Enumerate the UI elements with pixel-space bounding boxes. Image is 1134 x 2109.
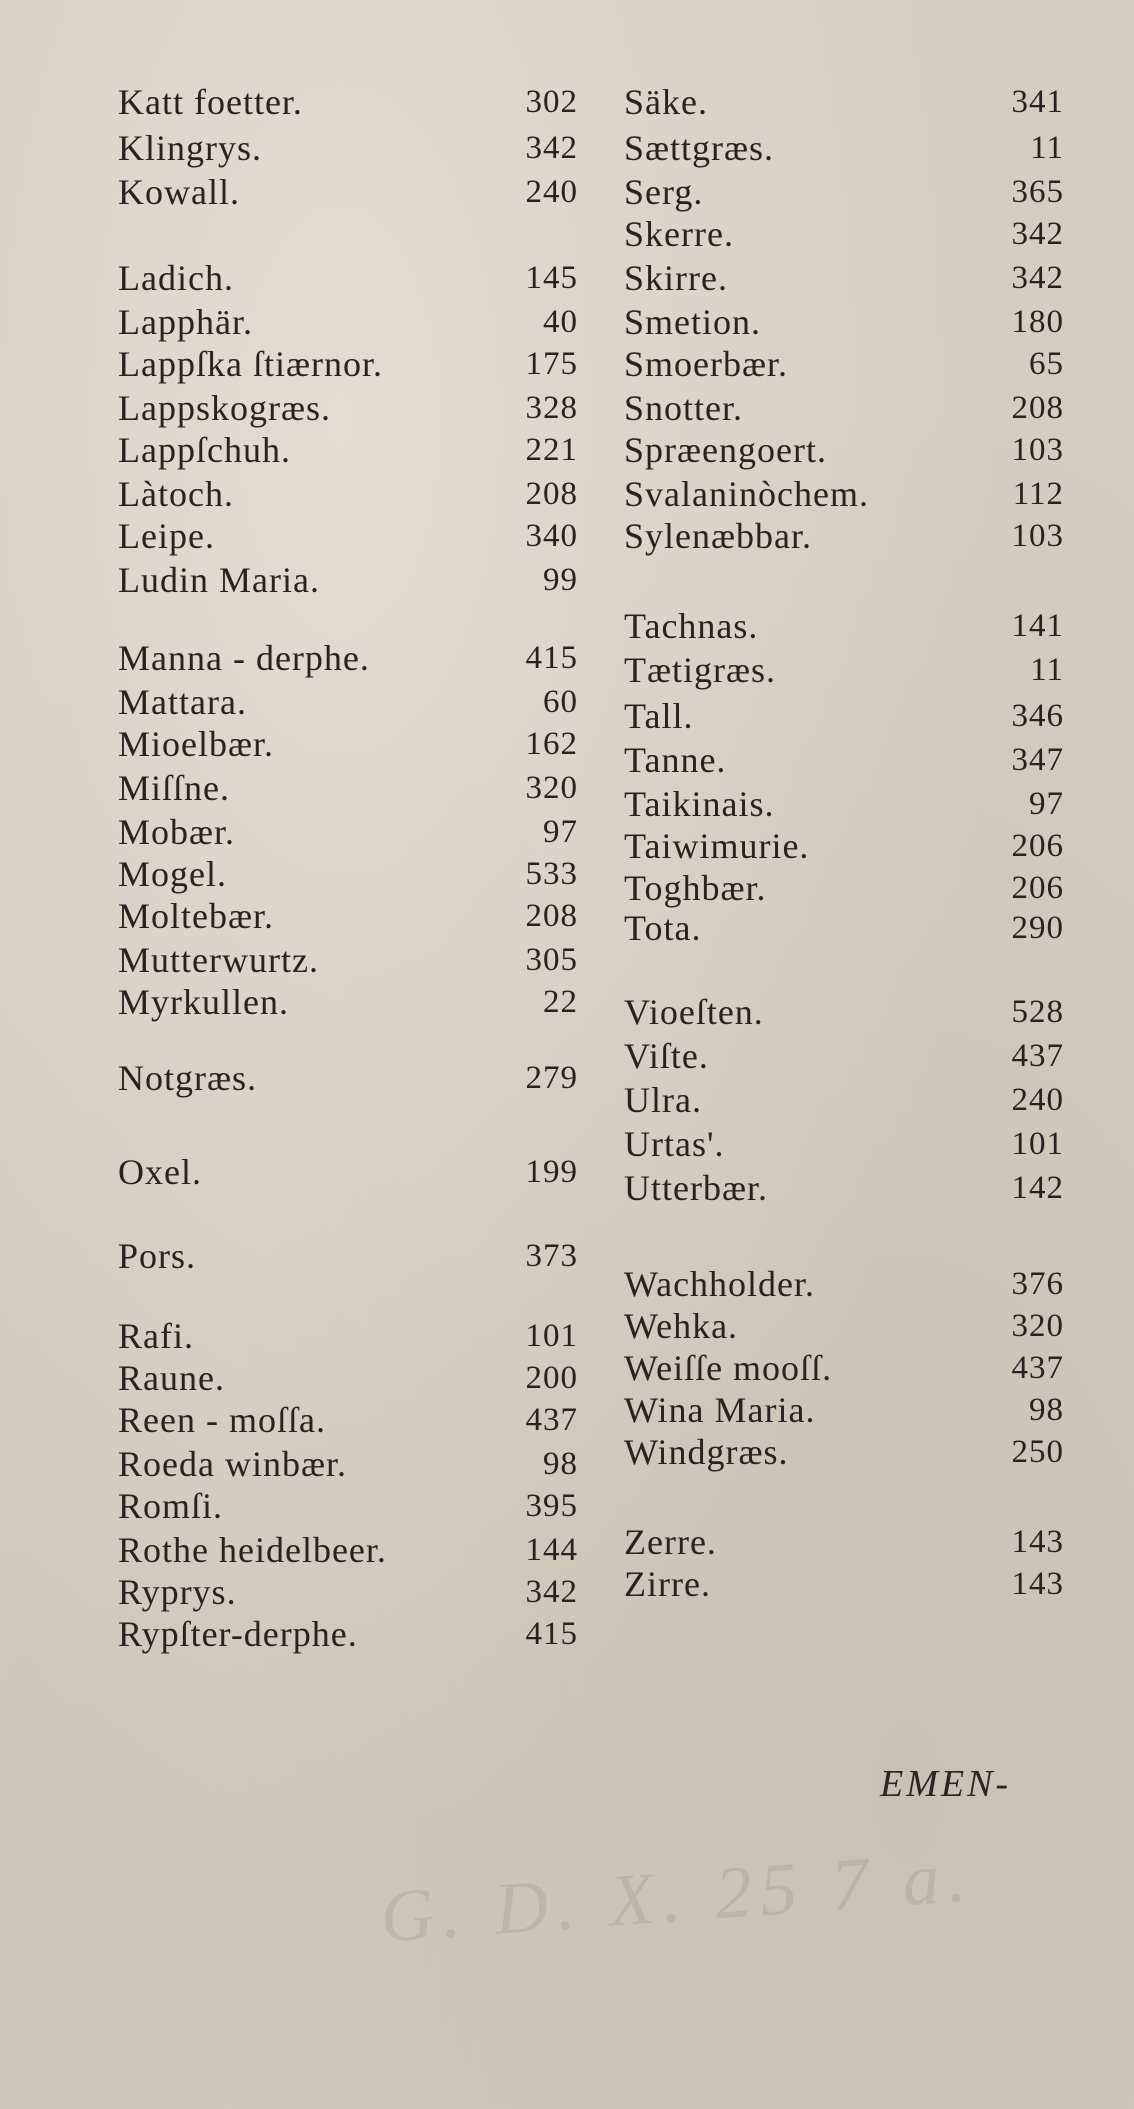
index-entry <box>118 558 578 602</box>
index-entry <box>118 1150 578 1194</box>
index-entry <box>118 636 578 680</box>
entry-term: Urtas'. <box>624 1124 725 1164</box>
entry-page-number: 98 <box>543 1446 578 1482</box>
entry-page-number: 112 <box>1012 476 1064 512</box>
index-entry <box>118 1528 578 1572</box>
entry-page-number: 320 <box>525 770 578 806</box>
index-entry <box>624 694 1064 738</box>
entry-page-number: 279 <box>525 1060 578 1096</box>
entry-page-number: 415 <box>525 640 578 676</box>
index-entry <box>624 782 1064 826</box>
entry-term: Oxel. <box>118 1152 202 1192</box>
entry-term: Moltebær. <box>118 896 275 936</box>
index-entry <box>118 80 578 124</box>
entry-page-number: 180 <box>1011 304 1064 340</box>
entry-term: Notgræs. <box>118 1058 258 1098</box>
entry-term: Miſſne. <box>118 768 230 808</box>
entry-page-number: 340 <box>525 518 578 554</box>
entry-page-number: 208 <box>525 898 578 934</box>
entry-term: Ludin Maria. <box>118 560 320 600</box>
entry-term: Weiſſe mooſſ. <box>624 1348 833 1388</box>
entry-term: Klingrys. <box>118 128 262 168</box>
entry-term: Sylenæbbar. <box>624 516 812 556</box>
entry-term: Lappſka ſtiærnor. <box>118 344 383 384</box>
entry-term: Spræengoert. <box>624 430 827 470</box>
index-entry <box>624 1166 1064 1210</box>
entry-term: Säke. <box>624 82 708 122</box>
entry-term: Sættgræs. <box>624 128 775 168</box>
entry-page-number: 320 <box>1011 1308 1064 1344</box>
entry-page-number: 99 <box>543 562 578 598</box>
entry-page-number: 206 <box>1011 828 1064 864</box>
entry-page-number: 101 <box>525 1318 578 1354</box>
entry-page-number: 328 <box>525 390 578 426</box>
index-entry <box>624 1346 1064 1390</box>
entry-page-number: 376 <box>1011 1266 1064 1302</box>
index-entry <box>118 1056 578 1100</box>
entry-term: Roeda winbær. <box>118 1444 347 1484</box>
entry-page-number: 143 <box>1011 1566 1064 1602</box>
entry-term: Tall. <box>624 696 694 736</box>
entry-page-number: 437 <box>1011 1350 1064 1386</box>
index-entry <box>624 428 1064 472</box>
entry-page-number: 341 <box>1011 84 1064 120</box>
entry-term: Lapphär. <box>118 302 253 342</box>
index-entry <box>118 170 578 214</box>
entry-page-number: 346 <box>1011 698 1064 734</box>
entry-page-number: 98 <box>1029 1392 1064 1428</box>
entry-term: Ryprys. <box>118 1572 237 1612</box>
index-entry <box>624 1262 1064 1306</box>
entry-page-number: 528 <box>1011 994 1064 1030</box>
entry-term: Katt foetter. <box>118 82 303 122</box>
entry-page-number: 11 <box>1030 652 1064 688</box>
entry-term: Snotter. <box>624 388 744 428</box>
entry-term: Leipe. <box>118 516 215 556</box>
entry-term: Tanne. <box>624 740 727 780</box>
index-entry <box>118 256 578 300</box>
entry-page-number: 40 <box>543 304 578 340</box>
entry-page-number: 208 <box>1011 390 1064 426</box>
right-index-column <box>600 0 1134 1700</box>
entry-term: Mobær. <box>118 812 236 852</box>
entry-page-number: 437 <box>525 1402 578 1438</box>
index-entry <box>624 170 1064 214</box>
index-entry <box>118 766 578 810</box>
entry-term: Lappſchuh. <box>118 430 291 470</box>
entry-term: Taikinais. <box>624 784 775 824</box>
entry-page-number: 437 <box>1011 1038 1064 1074</box>
index-entry <box>624 1520 1064 1564</box>
entry-term: Utterbær. <box>624 1168 768 1208</box>
entry-page-number: 97 <box>543 814 578 850</box>
entry-page-number: 145 <box>525 260 578 296</box>
entry-term: Rafi. <box>118 1316 194 1356</box>
entry-page-number: 143 <box>1011 1524 1064 1560</box>
entry-term: Mioelbær. <box>118 724 275 764</box>
index-entry <box>624 386 1064 430</box>
index-entry <box>624 1122 1064 1166</box>
entry-page-number: 305 <box>525 942 578 978</box>
entry-term: Raune. <box>118 1358 225 1398</box>
entry-term: Pors. <box>118 1236 197 1276</box>
index-entry <box>118 722 578 766</box>
index-entry <box>624 1430 1064 1474</box>
entry-term: Mogel. <box>118 854 227 894</box>
entry-page-number: 240 <box>525 174 578 210</box>
entry-term: Wehka. <box>624 1306 739 1346</box>
entry-page-number: 11 <box>1030 130 1064 166</box>
entry-term: Zerre. <box>624 1522 717 1562</box>
index-entry <box>118 980 578 1024</box>
entry-page-number: 208 <box>525 476 578 512</box>
index-entry <box>624 866 1064 910</box>
entry-term: Svalaninòchem. <box>624 474 869 514</box>
entry-term: Toghbær. <box>624 868 767 908</box>
entry-page-number: 175 <box>525 346 578 382</box>
entry-page-number: 373 <box>525 1238 578 1274</box>
entry-page-number: 103 <box>1011 432 1064 468</box>
index-entry <box>118 1612 578 1656</box>
index-entry <box>118 1356 578 1400</box>
entry-term: Lappskogræs. <box>118 388 331 428</box>
entry-term: Serg. <box>624 172 704 212</box>
entry-term: Mutterwurtz. <box>118 940 319 980</box>
entry-page-number: 342 <box>525 130 578 166</box>
entry-page-number: 97 <box>1029 786 1064 822</box>
index-entry <box>118 428 578 472</box>
index-entry <box>118 472 578 516</box>
index-entry <box>624 300 1064 344</box>
index-entry <box>624 1034 1064 1078</box>
index-entry <box>118 894 578 938</box>
entry-page-number: 103 <box>1011 518 1064 554</box>
entry-term: Rothe heidelbeer. <box>118 1530 387 1570</box>
entry-page-number: 221 <box>525 432 578 468</box>
entry-term: Romſi. <box>118 1486 224 1526</box>
index-entry <box>118 1570 578 1614</box>
entry-page-number: 206 <box>1011 870 1064 906</box>
index-entry <box>624 126 1064 170</box>
entry-term: Tachnas. <box>624 606 759 646</box>
entry-page-number: 347 <box>1011 742 1064 778</box>
entry-term: Tætigræs. <box>624 650 777 690</box>
index-entry <box>624 256 1064 300</box>
entry-term: Smetion. <box>624 302 762 342</box>
entry-page-number: 101 <box>1011 1126 1064 1162</box>
index-entry <box>118 938 578 982</box>
index-entry <box>624 1562 1064 1606</box>
index-entry <box>624 824 1064 868</box>
entry-term: Vioeſten. <box>624 992 764 1032</box>
index-entry <box>118 1234 578 1278</box>
entry-term: Reen - moſſa. <box>118 1400 326 1440</box>
entry-term: Smoerbær. <box>624 344 789 384</box>
index-entry <box>118 1398 578 1442</box>
index-entry <box>624 1304 1064 1348</box>
entry-term: Manna - derphe. <box>118 638 370 678</box>
index-entry <box>118 680 578 724</box>
entry-term: Ladich. <box>118 258 234 298</box>
entry-term: Taiwimurie. <box>624 826 810 866</box>
index-entry <box>624 342 1064 386</box>
index-entry <box>118 1442 578 1486</box>
left-index-column <box>0 0 600 1700</box>
entry-page-number: 162 <box>525 726 578 762</box>
index-entry <box>624 80 1064 124</box>
entry-page-number: 342 <box>1011 260 1064 296</box>
entry-term: Làtoch. <box>118 474 234 514</box>
entry-page-number: 65 <box>1029 346 1064 382</box>
index-entry <box>118 1314 578 1358</box>
index-entry <box>624 514 1064 558</box>
index-entry <box>624 472 1064 516</box>
index-entry <box>624 1078 1064 1122</box>
entry-page-number: 415 <box>525 1616 578 1652</box>
entry-page-number: 199 <box>525 1154 578 1190</box>
entry-page-number: 302 <box>525 84 578 120</box>
index-entry <box>118 300 578 344</box>
entry-term: Skirre. <box>624 258 728 298</box>
entry-term: Rypſter-derphe. <box>118 1614 358 1654</box>
index-entry <box>118 1484 578 1528</box>
entry-term: Skerre. <box>624 214 734 254</box>
entry-page-number: 142 <box>1011 1170 1064 1206</box>
entry-page-number: 365 <box>1011 174 1064 210</box>
index-entry <box>624 212 1064 256</box>
entry-term: Wachholder. <box>624 1264 816 1304</box>
entry-term: Kowall. <box>118 172 240 212</box>
entry-page-number: 395 <box>525 1488 578 1524</box>
entry-page-number: 240 <box>1011 1082 1064 1118</box>
entry-page-number: 144 <box>525 1532 578 1568</box>
entry-term: Ulra. <box>624 1080 702 1120</box>
entry-page-number: 22 <box>543 984 578 1020</box>
entry-term: Zirre. <box>624 1564 711 1604</box>
index-entry <box>118 126 578 170</box>
entry-page-number: 250 <box>1011 1434 1064 1470</box>
index-entry <box>118 514 578 558</box>
index-entry <box>118 342 578 386</box>
index-entry <box>118 852 578 896</box>
index-entry <box>624 990 1064 1034</box>
entry-term: Wina Maria. <box>624 1390 816 1430</box>
entry-page-number: 60 <box>543 684 578 720</box>
entry-term: Myrkullen. <box>118 982 289 1022</box>
index-entry <box>118 386 578 430</box>
index-entry <box>624 1388 1064 1432</box>
index-entry <box>624 648 1064 692</box>
index-entry <box>624 906 1064 950</box>
index-entry <box>624 604 1064 648</box>
catchword: EMEN- <box>880 1763 1012 1805</box>
index-entry <box>624 738 1064 782</box>
entry-term: Tota. <box>624 908 702 948</box>
entry-page-number: 342 <box>525 1574 578 1610</box>
entry-page-number: 141 <box>1011 608 1064 644</box>
entry-page-number: 290 <box>1011 910 1064 946</box>
index-entry <box>118 810 578 854</box>
entry-term: Windgræs. <box>624 1432 789 1472</box>
entry-term: Viſte. <box>624 1036 709 1076</box>
entry-page-number: 533 <box>525 856 578 892</box>
entry-page-number: 342 <box>1011 216 1064 252</box>
entry-term: Mattara. <box>118 682 247 722</box>
entry-page-number: 200 <box>525 1360 578 1396</box>
library-shelfmark-stamp: G. D. X. 25 7 a. <box>377 1835 977 1959</box>
